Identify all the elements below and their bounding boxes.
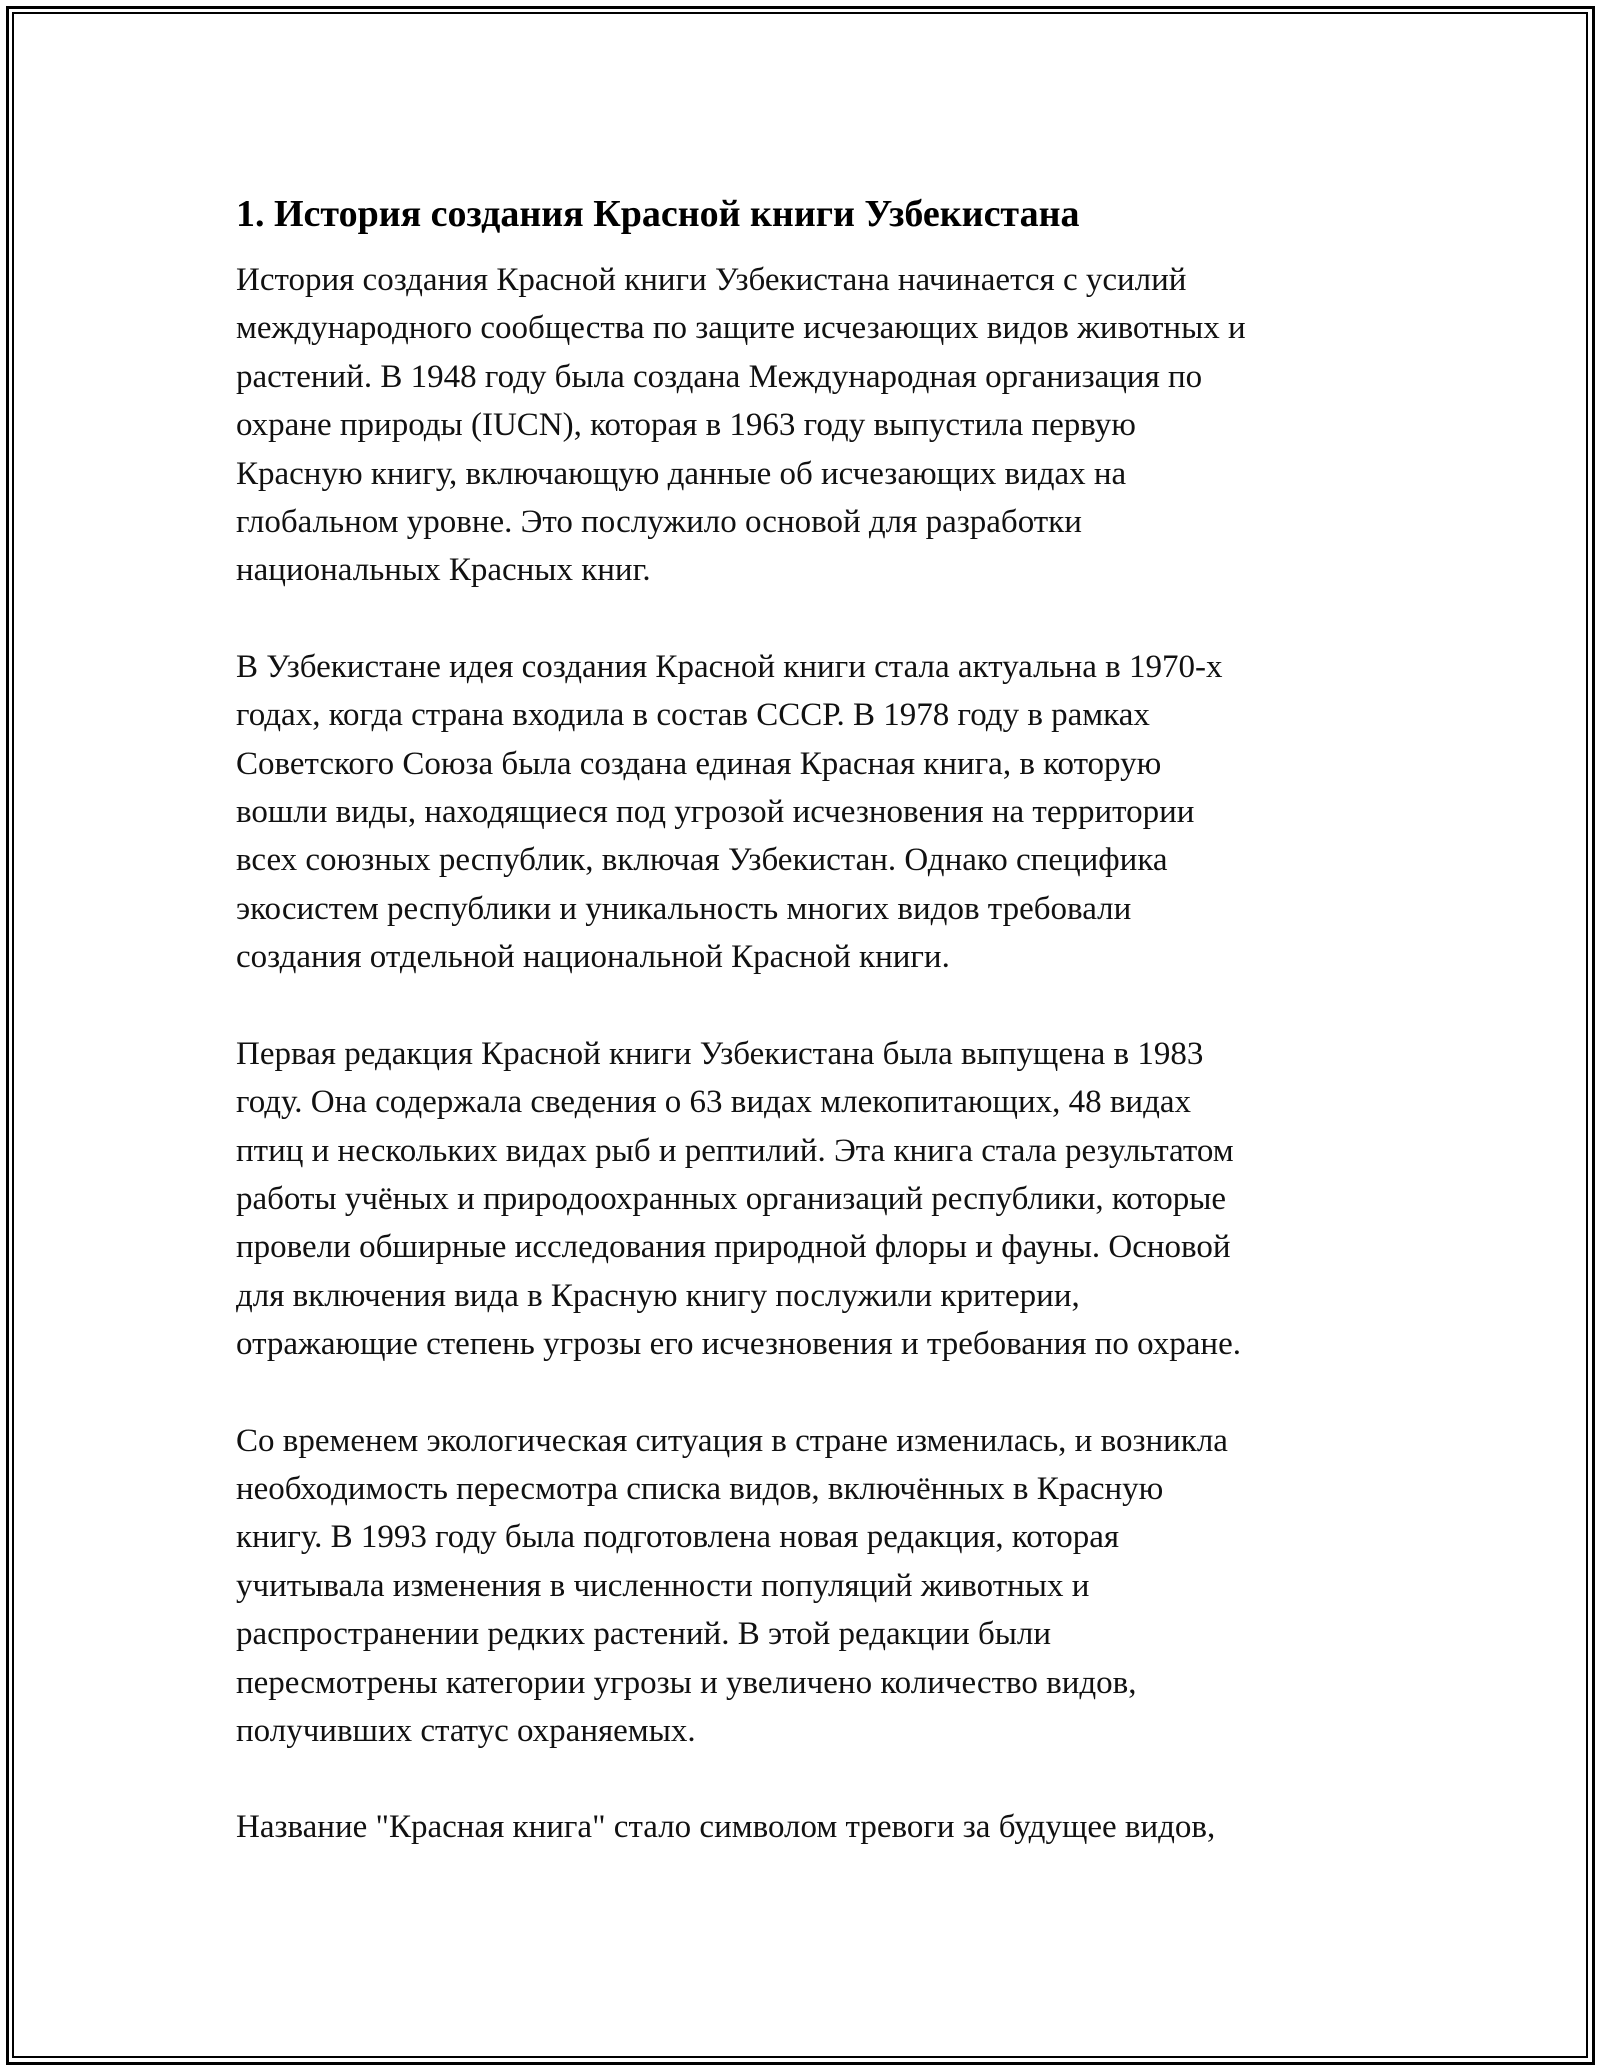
text-line: Название "Красная книга" стало символом тревоги за будущее видов, [236,1809,1216,1846]
text-line: Советского Союза была создана единая Красная книга, в которую [236,745,1162,782]
text-line: году. Она содержала сведения о 63 видах млекопитающих, 48 видах [236,1084,1192,1121]
text-line: История создания Красной книги Узбекистана начинается с усилий [236,262,1187,298]
text-line: Со временем экологическая ситуация в стране изменилась, и возникла [236,1422,1228,1459]
paragraph-4 [236,1417,1376,1756]
text-line: учитывала изменения в численности популяций животных и [236,1567,1090,1604]
paragraph-3 [236,1030,1376,1369]
text-line: создания отдельной национальной Красной книги. [236,939,950,976]
text-line: Красную книгу, включающую данные об исчезающих видах на [236,455,1127,492]
text-line: экосистем республики и уникальность многих видов требовали [236,890,1132,927]
text-line: необходимость пересмотра списка видов, включённых в Красную [236,1470,1164,1507]
text-line: для включения вида в Красную книгу послужили критерии, [236,1277,1080,1314]
paragraph-5 [236,1803,1376,1851]
text-line: пересмотрены категории угрозы и увеличено количество видов, [236,1664,1137,1701]
text-line: международного сообщества по защите исчезающих видов животных и [236,310,1246,347]
text-line: Первая редакция Красной книги Узбекистана была выпущена в 1983 [236,1035,1204,1072]
text-line: отражающие степень угрозы его исчезновения и требования по охране. [236,1326,1241,1363]
text-line: получивших статус охраняемых. [236,1712,696,1749]
text-line: годах, когда страна входила в состав СССР. В 1978 году в рамках [236,697,1150,734]
paragraph-1 [236,256,1376,595]
text-line: распространении редких растений. В этой редакции были [236,1616,1052,1653]
text-line: вошли виды, находящиеся под угрозой исчезновения на территории [236,794,1195,831]
text-line: глобальном уровне. Это послужило основой для разработки [236,504,1082,541]
text-line: всех союзных республик, включая Узбекистан. Однако специфика [236,842,1168,879]
text-line: работы учёных и природоохранных организаций республики, которые [236,1180,1227,1217]
text-line: книгу. В 1993 году была подготовлена новая редакция, которая [236,1519,1120,1556]
text-line: В Узбекистане идея создания Красной книги стала актуальна в 1970-х [236,648,1223,685]
text-line: птиц и нескольких видах рыб и рептилий. Эта книга стала результатом [236,1132,1234,1169]
paragraph-2 [236,643,1376,982]
document-body [236,186,1376,1900]
text-line: национальных Красных книг. [236,552,651,589]
text-line: провели обширные исследования природной флоры и фауны. Основой [236,1229,1231,1266]
text-line: растений. В 1948 году была создана Международная организация по [236,358,1203,395]
text-line: охране природы (IUCN), которая в 1963 году выпустила первую [236,407,1136,444]
section-heading: 1. История создания Красной книги Узбекистана [236,193,1080,235]
